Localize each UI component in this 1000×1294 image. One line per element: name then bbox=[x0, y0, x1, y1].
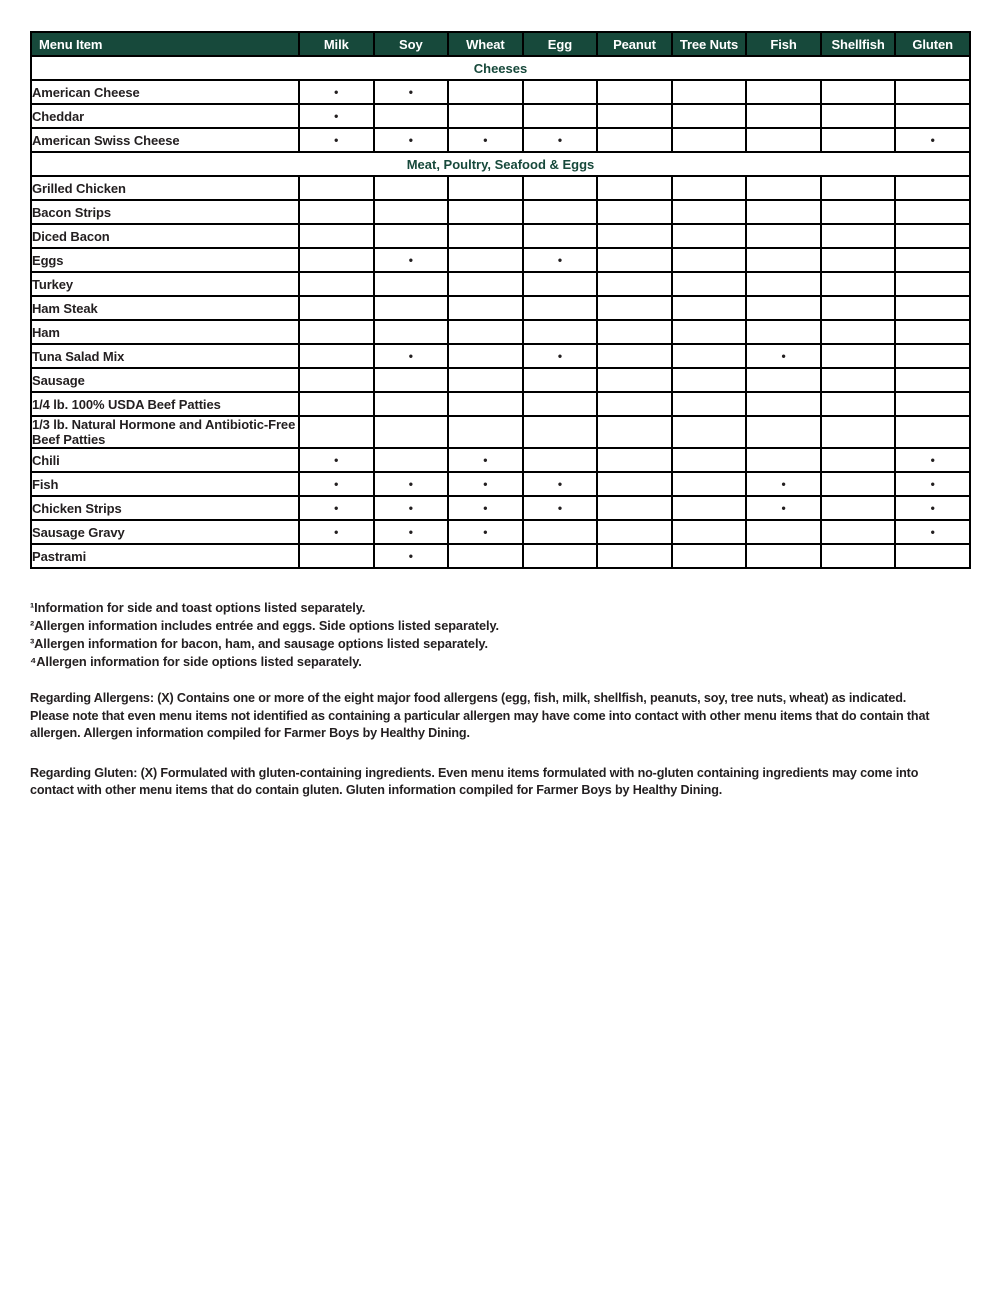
allergen-cell-empty bbox=[374, 272, 449, 296]
table-row-diced-bacon bbox=[31, 224, 970, 248]
allergen-cell-empty bbox=[448, 544, 523, 568]
menu-item-name: Sausage Gravy bbox=[31, 520, 299, 544]
allergen-cell-empty bbox=[597, 128, 672, 152]
allergen-cell-empty bbox=[597, 344, 672, 368]
section-header-cheeses: Cheeses bbox=[31, 56, 970, 80]
allergen-cell-empty bbox=[448, 200, 523, 224]
allergen-dot: • bbox=[448, 448, 523, 472]
allergen-cell-empty bbox=[821, 224, 896, 248]
allergen-table-header bbox=[31, 32, 970, 56]
allergen-cell-empty bbox=[746, 104, 821, 128]
allergen-cell-empty bbox=[746, 416, 821, 448]
menu-item-name: Cheddar bbox=[31, 104, 299, 128]
table-row-bacon-strips bbox=[31, 200, 970, 224]
column-header-soy: Soy bbox=[374, 32, 449, 56]
allergen-dot: • bbox=[299, 80, 374, 104]
table-row-cheddar bbox=[31, 104, 970, 128]
footnote-4: ⁴Allergen information for side options listed separately. bbox=[30, 654, 362, 669]
table-row-chicken-strips bbox=[31, 496, 970, 520]
allergen-cell-empty bbox=[299, 176, 374, 200]
allergen-cell-empty bbox=[299, 544, 374, 568]
allergen-cell-empty bbox=[672, 392, 747, 416]
allergen-cell-empty bbox=[299, 320, 374, 344]
menu-item-name: Turkey bbox=[31, 272, 299, 296]
allergen-cell-empty bbox=[672, 248, 747, 272]
allergen-cell-empty bbox=[374, 368, 449, 392]
allergen-cell-empty bbox=[672, 520, 747, 544]
allergen-cell-empty bbox=[895, 80, 970, 104]
allergen-dot: • bbox=[374, 520, 449, 544]
allergen-cell-empty bbox=[448, 248, 523, 272]
allergen-cell-empty bbox=[299, 272, 374, 296]
allergen-cell-empty bbox=[746, 368, 821, 392]
allergen-cell-empty bbox=[523, 320, 598, 344]
allergen-dot: • bbox=[523, 496, 598, 520]
allergen-dot: • bbox=[299, 128, 374, 152]
allergen-dot: • bbox=[299, 104, 374, 128]
footnote-3: ³Allergen information for bacon, ham, and sausage options listed separately. bbox=[30, 636, 488, 651]
allergen-cell-empty bbox=[672, 544, 747, 568]
allergen-cell-empty bbox=[746, 128, 821, 152]
menu-item-name: Pastrami bbox=[31, 544, 299, 568]
allergen-cell-empty bbox=[374, 448, 449, 472]
allergen-dot: • bbox=[374, 472, 449, 496]
allergen-dot: • bbox=[299, 520, 374, 544]
allergen-cell-empty bbox=[821, 448, 896, 472]
footnote-2: ²Allergen information includes entrée and eggs. Side options listed separately. bbox=[30, 618, 500, 633]
allergen-cell-empty bbox=[299, 248, 374, 272]
menu-item-name: Grilled Chicken bbox=[31, 176, 299, 200]
allergen-table-body bbox=[31, 56, 970, 568]
allergen-cell-empty bbox=[523, 224, 598, 248]
allergen-cell-empty bbox=[821, 496, 896, 520]
allergen-cell-empty bbox=[821, 472, 896, 496]
allergen-cell-empty bbox=[672, 176, 747, 200]
allergen-dot: • bbox=[895, 472, 970, 496]
regarding-allergens-text-2: Please note that even menu items not identified as containing a particular allergen may have come into contact with other menu items that do contain that allergen. Allergen information compiled for Farmer Boys by Healthy Dining. bbox=[30, 708, 930, 741]
allergen-dot: • bbox=[895, 496, 970, 520]
section-row-meat-poultry-seafood-eggs bbox=[31, 152, 970, 176]
allergen-cell-empty bbox=[299, 296, 374, 320]
allergen-cell-empty bbox=[374, 416, 449, 448]
allergen-cell-empty bbox=[299, 344, 374, 368]
allergen-cell-empty bbox=[299, 368, 374, 392]
allergen-cell-empty bbox=[597, 248, 672, 272]
allergen-cell-empty bbox=[746, 248, 821, 272]
allergen-cell-empty bbox=[448, 392, 523, 416]
allergen-cell-empty bbox=[672, 200, 747, 224]
column-header-tree-nuts: Tree Nuts bbox=[672, 32, 747, 56]
allergen-cell-empty bbox=[597, 368, 672, 392]
regarding-allergens-note bbox=[30, 690, 947, 743]
footnote-1: ¹Information for side and toast options listed separately. bbox=[30, 600, 366, 615]
allergen-cell-empty bbox=[821, 344, 896, 368]
allergen-cell-empty bbox=[523, 416, 598, 448]
section-header-meat-poultry-seafood-eggs: Meat, Poultry, Seafood & Eggs bbox=[31, 152, 970, 176]
menu-item-name: Diced Bacon bbox=[31, 224, 299, 248]
allergen-cell-empty bbox=[746, 176, 821, 200]
allergen-cell-empty bbox=[597, 496, 672, 520]
allergen-cell-empty bbox=[821, 248, 896, 272]
table-row-grilled-chicken bbox=[31, 176, 970, 200]
menu-item-name: Fish bbox=[31, 472, 299, 496]
allergen-cell-empty bbox=[821, 128, 896, 152]
allergen-cell-empty bbox=[821, 320, 896, 344]
allergen-cell-empty bbox=[597, 520, 672, 544]
allergen-cell-empty bbox=[597, 272, 672, 296]
allergen-dot: • bbox=[374, 80, 449, 104]
allergen-cell-empty bbox=[895, 368, 970, 392]
allergen-cell-empty bbox=[374, 104, 449, 128]
allergen-cell-empty bbox=[374, 176, 449, 200]
allergen-dot: • bbox=[448, 520, 523, 544]
table-row-american-cheese bbox=[31, 80, 970, 104]
table-row-pastrami bbox=[31, 544, 970, 568]
allergen-cell-empty bbox=[895, 344, 970, 368]
allergen-cell-empty bbox=[523, 80, 598, 104]
allergen-cell-empty bbox=[746, 544, 821, 568]
allergen-cell-empty bbox=[895, 200, 970, 224]
allergen-dot: • bbox=[374, 248, 449, 272]
allergen-cell-empty bbox=[672, 472, 747, 496]
allergen-cell-empty bbox=[597, 224, 672, 248]
allergen-cell-empty bbox=[523, 544, 598, 568]
allergen-cell-empty bbox=[821, 272, 896, 296]
table-row-sausage-gravy bbox=[31, 520, 970, 544]
allergen-cell-empty bbox=[672, 320, 747, 344]
column-header-peanut: Peanut bbox=[597, 32, 672, 56]
allergen-cell-empty bbox=[672, 296, 747, 320]
allergen-cell-empty bbox=[821, 520, 896, 544]
allergen-cell-empty bbox=[821, 80, 896, 104]
allergen-cell-empty bbox=[672, 448, 747, 472]
allergen-cell-empty bbox=[746, 392, 821, 416]
allergen-dot: • bbox=[299, 472, 374, 496]
allergen-cell-empty bbox=[374, 392, 449, 416]
allergen-cell-empty bbox=[523, 200, 598, 224]
allergen-cell-empty bbox=[597, 320, 672, 344]
table-row-ham-steak bbox=[31, 296, 970, 320]
allergen-cell-empty bbox=[672, 368, 747, 392]
allergen-table bbox=[30, 31, 971, 569]
table-row-eggs bbox=[31, 248, 970, 272]
allergen-cell-empty bbox=[895, 416, 970, 448]
allergen-dot: • bbox=[448, 128, 523, 152]
column-header-egg: Egg bbox=[523, 32, 598, 56]
allergen-dot: • bbox=[523, 248, 598, 272]
allergen-dot: • bbox=[895, 520, 970, 544]
allergen-cell-empty bbox=[895, 224, 970, 248]
table-row-chili bbox=[31, 448, 970, 472]
table-row-sausage bbox=[31, 368, 970, 392]
allergen-cell-empty bbox=[448, 104, 523, 128]
allergen-cell-empty bbox=[523, 392, 598, 416]
allergen-cell-empty bbox=[672, 104, 747, 128]
allergen-cell-empty bbox=[597, 416, 672, 448]
allergen-cell-empty bbox=[895, 296, 970, 320]
allergen-dot: • bbox=[523, 472, 598, 496]
allergen-cell-empty bbox=[448, 344, 523, 368]
table-row-american-swiss-cheese bbox=[31, 128, 970, 152]
header-row bbox=[31, 32, 970, 56]
menu-item-name: 1/4 lb. 100% USDA Beef Patties bbox=[31, 392, 299, 416]
allergen-dot: • bbox=[374, 128, 449, 152]
allergen-cell-empty bbox=[672, 272, 747, 296]
table-row-1-3-lb-natural-hormone-and-antibiotic-free-beef-patties bbox=[31, 416, 970, 448]
allergen-cell-empty bbox=[895, 104, 970, 128]
section-row-cheeses bbox=[31, 56, 970, 80]
allergen-cell-empty bbox=[448, 320, 523, 344]
allergen-cell-empty bbox=[597, 296, 672, 320]
allergen-dot: • bbox=[746, 472, 821, 496]
allergen-cell-empty bbox=[746, 80, 821, 104]
regarding-gluten-text: Regarding Gluten: (X) Formulated with gluten-containing ingredients. Even menu items formulated with no-gluten containing ingredients may come into contact with other menu items that do contain gluten. Gluten information compiled for Farmer Boys by Healthy Dining. bbox=[30, 765, 919, 798]
allergen-cell-empty bbox=[746, 200, 821, 224]
menu-item-name: American Cheese bbox=[31, 80, 299, 104]
allergen-cell-empty bbox=[299, 224, 374, 248]
allergen-cell-empty bbox=[597, 176, 672, 200]
menu-item-name: American Swiss Cheese bbox=[31, 128, 299, 152]
allergen-cell-empty bbox=[448, 272, 523, 296]
allergen-cell-empty bbox=[597, 392, 672, 416]
allergen-dot: • bbox=[448, 496, 523, 520]
allergen-cell-empty bbox=[821, 200, 896, 224]
allergen-cell-empty bbox=[299, 392, 374, 416]
allergen-cell-empty bbox=[374, 320, 449, 344]
allergen-cell-empty bbox=[523, 448, 598, 472]
allergen-cell-empty bbox=[374, 296, 449, 320]
allergen-cell-empty bbox=[299, 416, 374, 448]
allergen-cell-empty bbox=[672, 344, 747, 368]
menu-item-name: Ham bbox=[31, 320, 299, 344]
allergen-cell-empty bbox=[746, 272, 821, 296]
menu-item-name: Chicken Strips bbox=[31, 496, 299, 520]
menu-item-name: Sausage bbox=[31, 368, 299, 392]
allergen-dot: • bbox=[374, 496, 449, 520]
column-header-fish: Fish bbox=[746, 32, 821, 56]
allergen-cell-empty bbox=[597, 80, 672, 104]
allergen-cell-empty bbox=[374, 224, 449, 248]
menu-item-name: Chili bbox=[31, 448, 299, 472]
allergen-cell-empty bbox=[821, 176, 896, 200]
table-row-fish bbox=[31, 472, 970, 496]
menu-item-name: 1/3 lb. Natural Hormone and Antibiotic-Free Beef Patties bbox=[31, 416, 299, 448]
allergen-cell-empty bbox=[895, 272, 970, 296]
allergen-cell-empty bbox=[597, 200, 672, 224]
column-header-shellfish: Shellfish bbox=[821, 32, 896, 56]
allergen-dot: • bbox=[746, 496, 821, 520]
allergen-cell-empty bbox=[672, 128, 747, 152]
allergen-cell-empty bbox=[374, 200, 449, 224]
allergen-cell-empty bbox=[448, 416, 523, 448]
allergen-cell-empty bbox=[746, 224, 821, 248]
allergen-cell-empty bbox=[821, 416, 896, 448]
allergen-cell-empty bbox=[448, 224, 523, 248]
allergen-cell-empty bbox=[672, 224, 747, 248]
allergen-cell-empty bbox=[672, 496, 747, 520]
allergen-cell-empty bbox=[746, 296, 821, 320]
regarding-gluten-note bbox=[30, 765, 947, 800]
allergen-cell-empty bbox=[895, 176, 970, 200]
allergen-cell-empty bbox=[672, 80, 747, 104]
allergen-cell-empty bbox=[821, 104, 896, 128]
allergen-dot: • bbox=[448, 472, 523, 496]
allergen-cell-empty bbox=[895, 392, 970, 416]
allergen-cell-empty bbox=[523, 272, 598, 296]
allergen-cell-empty bbox=[448, 368, 523, 392]
allergen-cell-empty bbox=[523, 520, 598, 544]
allergen-cell-empty bbox=[448, 176, 523, 200]
allergen-dot: • bbox=[299, 448, 374, 472]
allergen-cell-empty bbox=[597, 448, 672, 472]
regarding-allergens-text-1: Regarding Allergens: (X) Contains one or more of the eight major food allergens (egg, fish, milk, shellfish, peanuts, soy, tree nuts, wheat) as indicated. bbox=[30, 691, 907, 705]
allergen-cell-empty bbox=[746, 320, 821, 344]
allergen-dot: • bbox=[895, 448, 970, 472]
allergen-cell-empty bbox=[821, 392, 896, 416]
allergen-dot: • bbox=[895, 128, 970, 152]
column-header-wheat: Wheat bbox=[448, 32, 523, 56]
allergen-dot: • bbox=[299, 496, 374, 520]
column-header-menu-item: Menu Item bbox=[31, 32, 299, 56]
allergen-dot: • bbox=[523, 344, 598, 368]
table-row-turkey bbox=[31, 272, 970, 296]
column-header-milk: Milk bbox=[299, 32, 374, 56]
allergen-cell-empty bbox=[597, 544, 672, 568]
allergen-cell-empty bbox=[895, 544, 970, 568]
allergen-cell-empty bbox=[523, 176, 598, 200]
allergen-cell-empty bbox=[523, 368, 598, 392]
allergen-dot: • bbox=[374, 344, 449, 368]
footnotes-block bbox=[30, 599, 971, 671]
allergen-cell-empty bbox=[299, 200, 374, 224]
allergen-cell-empty bbox=[448, 80, 523, 104]
allergen-cell-empty bbox=[523, 104, 598, 128]
allergen-cell-empty bbox=[597, 104, 672, 128]
table-row-ham bbox=[31, 320, 970, 344]
allergen-cell-empty bbox=[448, 296, 523, 320]
menu-item-name: Bacon Strips bbox=[31, 200, 299, 224]
table-row-1-4-lb-100-usda-beef-patties bbox=[31, 392, 970, 416]
allergen-dot: • bbox=[746, 344, 821, 368]
allergen-cell-empty bbox=[523, 296, 598, 320]
allergen-cell-empty bbox=[895, 248, 970, 272]
allergen-cell-empty bbox=[746, 448, 821, 472]
menu-item-name: Ham Steak bbox=[31, 296, 299, 320]
allergen-cell-empty bbox=[821, 368, 896, 392]
menu-item-name: Eggs bbox=[31, 248, 299, 272]
allergen-cell-empty bbox=[895, 320, 970, 344]
table-row-tuna-salad-mix bbox=[31, 344, 970, 368]
allergen-cell-empty bbox=[672, 416, 747, 448]
allergen-cell-empty bbox=[821, 544, 896, 568]
allergen-dot: • bbox=[374, 544, 449, 568]
allergen-dot: • bbox=[523, 128, 598, 152]
allergen-cell-empty bbox=[821, 296, 896, 320]
column-header-gluten: Gluten bbox=[895, 32, 970, 56]
allergen-cell-empty bbox=[597, 472, 672, 496]
allergen-cell-empty bbox=[746, 520, 821, 544]
menu-item-name: Tuna Salad Mix bbox=[31, 344, 299, 368]
